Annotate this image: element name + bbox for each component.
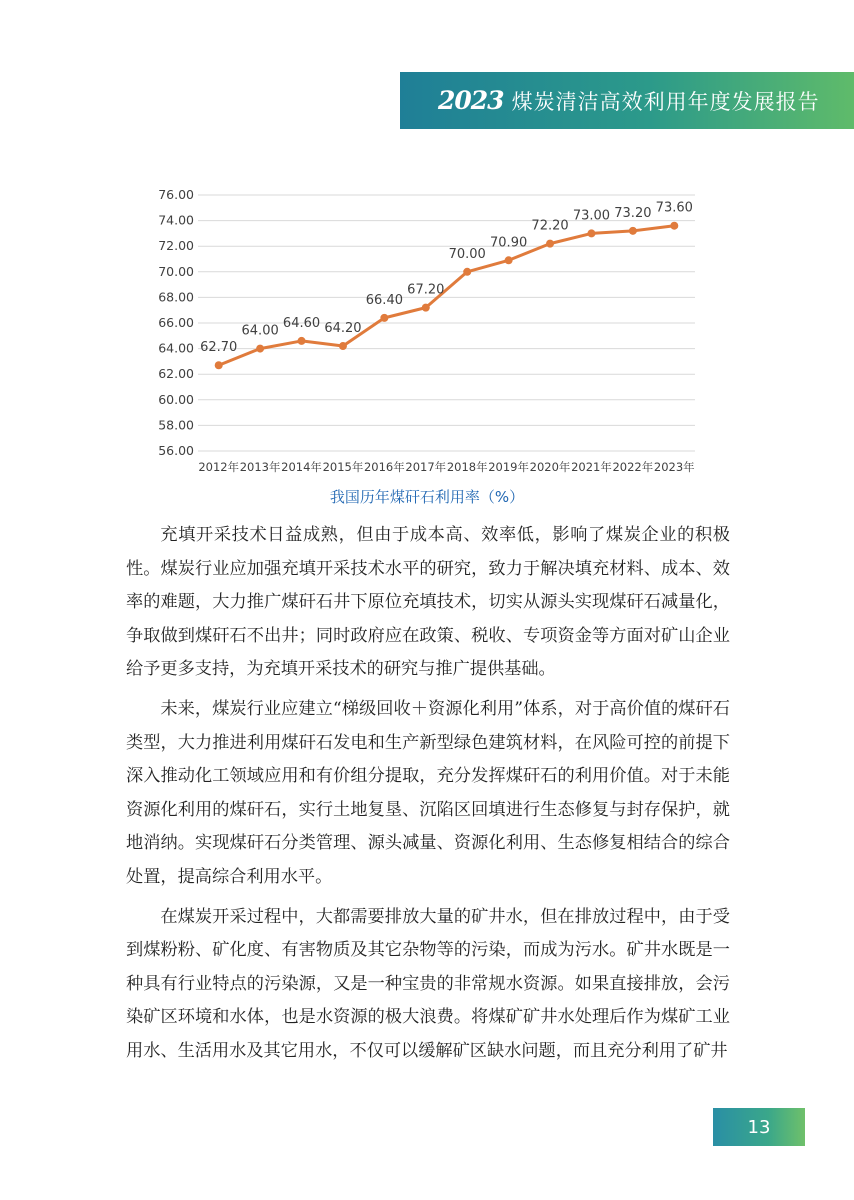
y-tick-label: 58.00 xyxy=(158,417,194,433)
data-label: 73.60 xyxy=(655,200,693,216)
data-label: 73.00 xyxy=(572,208,611,224)
y-tick-label: 64.00 xyxy=(158,340,194,356)
y-tick-label: 66.00 xyxy=(158,315,194,330)
data-label: 67.20 xyxy=(407,282,445,298)
header-year: 2023 xyxy=(438,86,504,115)
y-tick-label: 56.00 xyxy=(158,443,194,458)
data-point xyxy=(256,345,264,353)
data-point xyxy=(670,222,678,230)
data-label: 62.70 xyxy=(200,340,238,356)
x-tick-label: 2022年 xyxy=(612,460,654,474)
data-point xyxy=(629,227,637,235)
x-tick-label: 2012年 xyxy=(198,460,240,474)
data-label: 70.90 xyxy=(490,235,528,251)
y-tick-label: 74.00 xyxy=(158,212,194,228)
header-title: 煤炭清洁高效利用年度发展报告 xyxy=(511,89,820,114)
paragraph: 未来，煤炭行业应建立“梯级回收＋资源化利用”体系，对于高价值的煤矸石类型，大力推进利用煤矸石发电和生产新型绿色建筑材料，在风险可控的前提下深入推动化工领域应用和有价组分提取，充分发挥煤矸石的利用价值。对于未能资源化利用的煤矸石，实行土地复垦、沉陷区回填进行生态修复与封存保护，就地消纳。实现煤矸石分类管理、源头减量、资源化利用、生态修复相结合的综合处置，提高综合利用水平。 xyxy=(126,698,730,887)
chart-x-axis xyxy=(198,460,695,474)
x-tick-label: 2015年 xyxy=(322,460,364,474)
data-label: 70.00 xyxy=(448,246,486,262)
data-label: 64.60 xyxy=(282,315,321,331)
data-point xyxy=(298,337,306,345)
data-point xyxy=(587,229,595,237)
x-tick-label: 2023年 xyxy=(653,460,695,474)
body-text xyxy=(126,519,730,1075)
page-number-text: 13 xyxy=(747,1116,771,1138)
chart-y-axis xyxy=(158,187,194,458)
x-tick-label: 2018年 xyxy=(446,460,488,474)
y-tick-label: 76.00 xyxy=(158,187,194,202)
x-tick-label: 2017年 xyxy=(405,460,447,474)
data-point xyxy=(215,361,223,369)
x-tick-label: 2014年 xyxy=(281,460,322,474)
data-point xyxy=(339,342,347,350)
data-label: 66.40 xyxy=(365,292,403,308)
data-point xyxy=(546,240,554,248)
coal-gangue-utilization-chart xyxy=(150,182,710,482)
x-tick-label: 2021年 xyxy=(571,460,612,474)
x-tick-label: 2016年 xyxy=(363,460,405,474)
data-label: 64.00 xyxy=(241,323,279,339)
y-tick-label: 68.00 xyxy=(158,289,194,305)
chart-series xyxy=(215,222,679,370)
x-tick-label: 2019年 xyxy=(488,460,530,474)
y-tick-label: 62.00 xyxy=(158,366,194,382)
data-point xyxy=(505,256,513,264)
data-point xyxy=(422,304,430,312)
data-point xyxy=(380,314,388,322)
data-point xyxy=(463,268,471,276)
x-tick-label: 2013年 xyxy=(239,460,281,474)
data-label: 64.20 xyxy=(324,321,362,337)
paragraph: 充填开采技术日益成熟，但由于成本高、效率低，影响了煤炭企业的积极性。煤炭行业应加强充填开采技术水平的研究，致力于解决填充材料、成本、效率的难题，大力推广煤矸石井下原位充填技术，切实从源头实现煤矸石减量化，争取做到煤矸石不出井；同时政府应在政策、税收、专项资金等方面对矿山企业给予更多支持，为充填开采技术的研究与推广提供基础。 xyxy=(126,525,730,680)
y-tick-label: 70.00 xyxy=(158,263,194,279)
x-tick-label: 2020年 xyxy=(529,460,571,474)
chart-caption: 我国历年煤矸石利用率（%） xyxy=(329,488,525,506)
chart-data-labels xyxy=(200,201,693,356)
data-label: 73.20 xyxy=(614,205,652,221)
y-tick-label: 60.00 xyxy=(158,391,194,407)
paragraph: 在煤炭开采过程中，大都需要排放大量的矿井水，但在排放过程中，由于受到煤粉粉、矿化度、有害物质及其它杂物等的污染，而成为污水。矿井水既是一种具有行业特点的污染源，又是一种宝贵的非常规水资源。如果直接排放，会污染矿区环境和水体，也是水资源的极大浪费。将煤矿矿井水处理后作为煤矿工业用水、生活用水及其它用水，不仅可以缓解矿区缺水问题，而且充分利用了矿井 xyxy=(126,906,730,1061)
page-number xyxy=(713,1108,805,1146)
data-label: 72.20 xyxy=(531,218,569,234)
report-header-banner xyxy=(400,72,854,129)
y-tick-label: 72.00 xyxy=(158,238,194,254)
